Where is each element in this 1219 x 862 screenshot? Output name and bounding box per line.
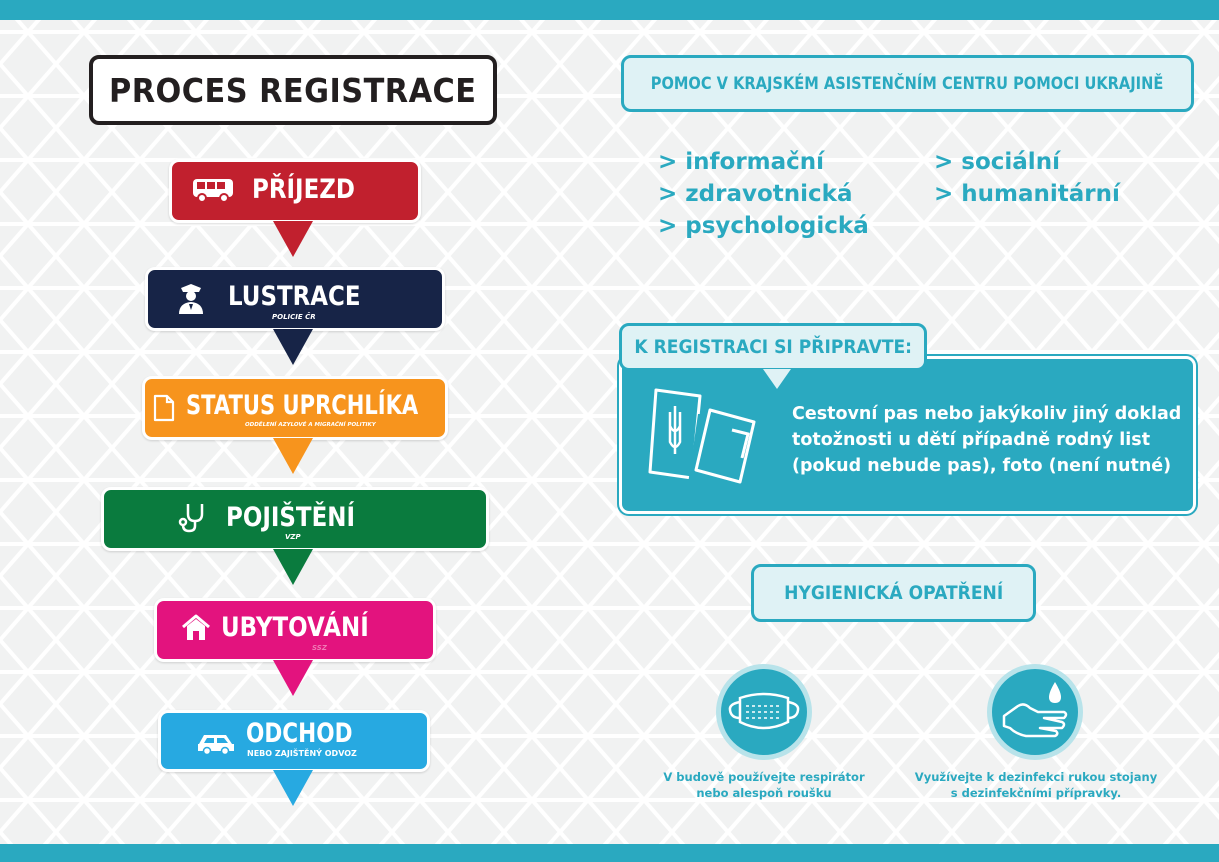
help-item: > psychologická	[658, 213, 869, 239]
help-item: > zdravotnická	[658, 181, 853, 207]
mask-caption-line: nebo alespoň roušku	[696, 786, 832, 800]
stethoscope-icon	[177, 500, 211, 534]
step-background-check-sub: POLICIE ČR	[272, 313, 316, 321]
top-accent-bar	[0, 0, 1219, 20]
help-item: > sociální	[934, 149, 1060, 175]
help-center-title: POMOC V KRAJSKÉM ASISTENČNÍM CENTRU POMOCI UKRAJINĚ	[651, 73, 1164, 94]
sanitizer-caption-line: Využívejte k dezinfekci rukou stojany	[914, 770, 1158, 784]
documents-text	[792, 401, 1184, 479]
help-item: > informační	[658, 149, 825, 175]
bus-icon	[192, 178, 234, 204]
step-insurance-pointer	[273, 549, 313, 585]
step-background-check-pointer	[273, 329, 313, 365]
car-icon	[196, 730, 236, 756]
documents-line: (pokud nebude pas), foto (není nutné)	[792, 456, 1172, 476]
documents-title-box	[619, 323, 927, 371]
sanitizer-caption	[905, 769, 1167, 801]
face-mask-icon	[726, 688, 802, 736]
step-refugee-status-label: STATUS UPRCHLÍKA	[186, 390, 419, 421]
step-insurance-sub: VZP	[285, 533, 301, 541]
help-item: > humanitární	[934, 181, 1120, 207]
documents-line: totožnosti u dětí případně rodný list	[792, 430, 1151, 450]
step-departure-pointer	[273, 770, 313, 806]
sanitizer-caption-line: s dezinfekčními přípravky.	[950, 786, 1122, 800]
step-arrival-label: PŘÍJEZD	[252, 174, 355, 205]
step-accommodation-label: UBYTOVÁNÍ	[221, 612, 369, 643]
step-accommodation-sub: SSZ	[312, 644, 327, 652]
document-icon	[152, 394, 176, 422]
police-officer-icon	[174, 281, 208, 315]
house-icon	[181, 614, 211, 642]
bottom-accent-bar	[0, 844, 1219, 862]
mask-caption	[640, 769, 888, 801]
documents-icon	[648, 384, 768, 488]
step-refugee-status-pointer	[273, 438, 313, 474]
step-accommodation-pointer	[273, 660, 313, 696]
page-title-box	[89, 55, 497, 125]
documents-title: K REGISTRACI SI PŘIPRAVTE:	[634, 336, 912, 358]
step-arrival-pointer	[273, 221, 313, 257]
hygiene-title: HYGIENICKÁ OPATŘENÍ	[783, 582, 1004, 604]
page-title: PROCES REGISTRACE	[109, 70, 477, 110]
hygiene-title-box	[751, 564, 1036, 622]
step-departure-sub: NEBO ZAJIŠTĚNÝ ODVOZ	[247, 749, 357, 758]
help-center-box	[621, 55, 1194, 112]
step-background-check-label: LUSTRACE	[228, 281, 361, 312]
mask-caption-line: V budově používejte respirátor	[663, 770, 865, 784]
documents-line: Cestovní pas nebo jakýkoliv jiný doklad	[792, 404, 1182, 424]
step-refugee-status-sub: ODDĚLENÍ AZYLOVÉ A MIGRAČNÍ POLITIKY	[245, 422, 376, 428]
hand-sanitizer-icon	[1000, 678, 1072, 744]
step-insurance-label: POJIŠTĚNÍ	[226, 502, 356, 533]
step-departure-label: ODCHOD	[246, 718, 353, 749]
